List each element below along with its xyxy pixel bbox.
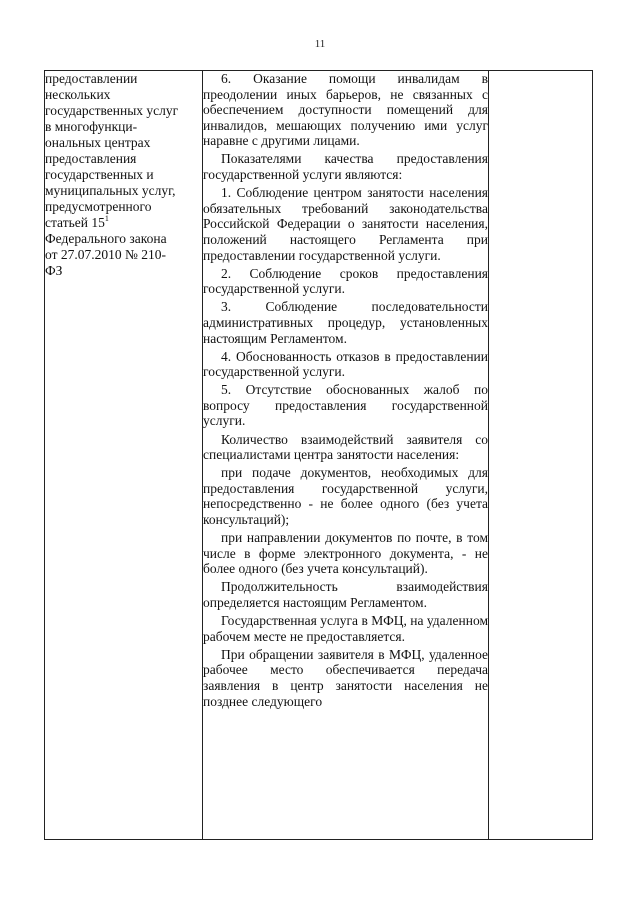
cell-line: предусмотренного xyxy=(45,199,152,214)
cell-line: Федерального закона xyxy=(45,231,167,246)
paragraph: 3. Соблюдение последовательности административных процедур, установленных настоящим Регламентом. xyxy=(203,299,488,346)
requirements-cell xyxy=(203,71,489,840)
superscript: 1 xyxy=(104,214,109,223)
cell-line-with-superscript xyxy=(45,215,202,231)
table-row xyxy=(45,71,593,840)
paragraph: 1. Соблюдение центром занятости населения обязательных требований законодательства Российской Федерации о занятости населения, положений настоящего Регламента при предоставлении государственной услуги. xyxy=(203,185,488,263)
page-number: 11 xyxy=(314,38,326,50)
paragraph: Продолжительность взаимодействия определяется настоящим Регламентом. xyxy=(203,579,488,610)
cell-line: ональных центрах xyxy=(45,135,151,150)
cell-line: предоставлении xyxy=(45,71,138,86)
cell-line: в многофункци- xyxy=(45,119,138,134)
paragraph: Показателями качества предоставления государственной услуги являются: xyxy=(203,151,488,183)
paragraph: 4. Обоснованность отказов в предоставлении государственной услуги. xyxy=(203,348,488,380)
paragraph: Государственная услуга в МФЦ, на удаленном рабочем месте не предоставляется. xyxy=(203,613,488,644)
cell-line: нескольких xyxy=(45,87,111,102)
paragraph: при подаче документов, необходимых для предоставления государственной услуги, непосредственно - не более одного (без учета консультаций); xyxy=(203,465,488,528)
cell-line: муниципальных услуг, xyxy=(45,183,176,198)
paragraph: Количество взаимодействий заявителя со специалистами центра занятости населения: xyxy=(203,431,488,463)
empty-cell xyxy=(489,71,593,840)
service-name-cell xyxy=(45,71,203,840)
article-reference: статьей 15 xyxy=(45,215,105,230)
paragraph: 2. Соблюдение сроков предоставления государственной услуги. xyxy=(203,265,488,297)
paragraph: При обращении заявителя в МФЦ, удаленное рабочее место обеспечивается передача заявления в центр занятости населения не позднее следующего xyxy=(203,646,488,709)
cell-line: от 27.07.2010 № 210- xyxy=(45,247,166,262)
cell-line: государственных и xyxy=(45,167,154,182)
cell-line: ФЗ xyxy=(45,263,63,278)
paragraph: 6. Оказание помощи инвалидам в преодолении иных барьеров, не связанных с обеспечением доступности помещений для инвалидов, мешающих получению ими услуг наравне с другими лицами. xyxy=(203,71,488,149)
cell-line: предоставления xyxy=(45,151,137,166)
regulation-table xyxy=(44,70,593,840)
paragraph: при направлении документов по почте, в том числе в форме электронного документа, - не более одного (без учета консультаций). xyxy=(203,530,488,577)
cell-line: государственных услуг xyxy=(45,103,179,118)
paragraph: 5. Отсутствие обоснованных жалоб по вопросу предоставления государственной услуги. xyxy=(203,382,488,429)
